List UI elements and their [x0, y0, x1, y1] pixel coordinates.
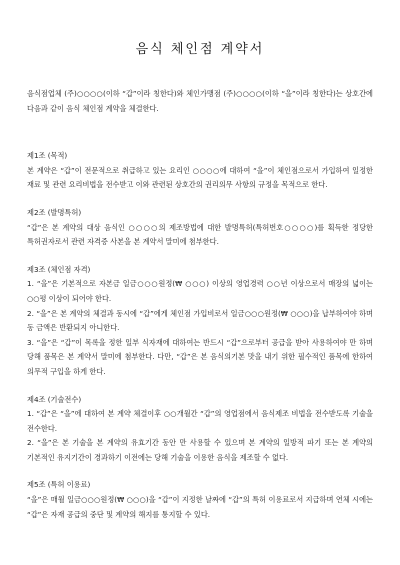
article-5-paragraph-1: “을”은 매월 일금○○○원정(₩ ○○○)을 “갑”이 지정한 날짜에 “갑”의 특허 이용료로서 지급하며 연체 시에는 “갑”은 자재 공급의 중단 및 계약의 해지를 통지할 수 있다. — [27, 495, 373, 519]
article-1-paragraph-1: 본 계약은 “갑”이 전문적으로 취급하고 있는 요리인 ○○○○에 대하여 “을”이 체인점으로서 가입하여 일정한 재료 및 관련 요리비법을 전수받고 이와 관련된 상호간의 권리의무 사항의 규정을 목적으로 한다. — [27, 165, 373, 190]
article-4-paragraph-2: 2. “을”은 본 기술을 본 계약의 유효기간 동안 만 사용할 수 있으며 본 계약의 일방적 파기 또는 본 계약의 기본적인 유지기간이 경과하기 이전에는 당해 기술을 이용한 음식을 제조할 수 없다. — [27, 438, 373, 462]
article-3-paragraph-2: 2. “을”은 본 계약의 체결과 동시에 “갑”에게 체인점 가입비로서 일금○○○원정(₩ ○○○)을 납부하여야 하며 동 금액은 반환되지 아니한다. — [27, 308, 373, 333]
article-3-heading: 제3조 (체인점 자격) — [27, 264, 91, 274]
article-1 — [27, 149, 373, 193]
article-3 — [27, 263, 373, 380]
intro-paragraph: 음식점업체 (주)○○○○(이하 “갑”이라 칭한다)와 체인가맹점 (주)○○○○(이하 “을”이라 칭한다)는 상호간에 다음과 같이 음식 체인점 계약을 체결한다. — [27, 89, 373, 113]
article-4 — [27, 393, 373, 466]
article-3-paragraph-3: 3. “을”은 “갑”이 목록을 정한 일부 식자재에 대하여는 반드시 “갑”으로부터 공급을 받아 사용하여야 만 하며 당해 품목은 본 계약서 말미에 첨부한다. 다만, “갑”은 본 음식의기본 맛을 내기 위한 필수적인 품목에 한하여 의무적 구입을 하게 한다. — [27, 337, 373, 376]
article-4-heading: 제4조 (기술전수) — [27, 394, 82, 404]
article-2-heading: 제2조 (발명특허) — [27, 207, 82, 217]
article-2-paragraph-1: “갑”은 본 계약의 대상 음식인 ○○○○의 제조방법에 대한 발명특허(특허번호○○○○)를 획득한 정당한 특허권자로서 관련 자격증 사본을 본 계약서 말미에 첨부한다. — [27, 222, 373, 247]
article-5-heading: 제5조 (특허 이용료) — [27, 480, 91, 490]
article-1-heading: 제1조 (목적) — [27, 151, 68, 161]
article-2 — [27, 206, 373, 250]
article-4-paragraph-1: 1. “갑”은 “을”에 대하여 본 계약 체결이후 ○○개월간 “갑”의 영업점에서 음식제조 비법을 전수받도록 기술을 전수한다. — [27, 409, 373, 433]
article-5 — [27, 478, 373, 522]
article-3-paragraph-1: 1. “을”은 기본적으로 자본금 일금○○○원정(₩ ○○○) 이상의 영업경력 ○○년 이상으로서 매장의 넓이는 ○○평 이상이 되어야 한다. — [27, 279, 373, 303]
document-title: 음식 체인점 계약서 — [135, 42, 265, 57]
